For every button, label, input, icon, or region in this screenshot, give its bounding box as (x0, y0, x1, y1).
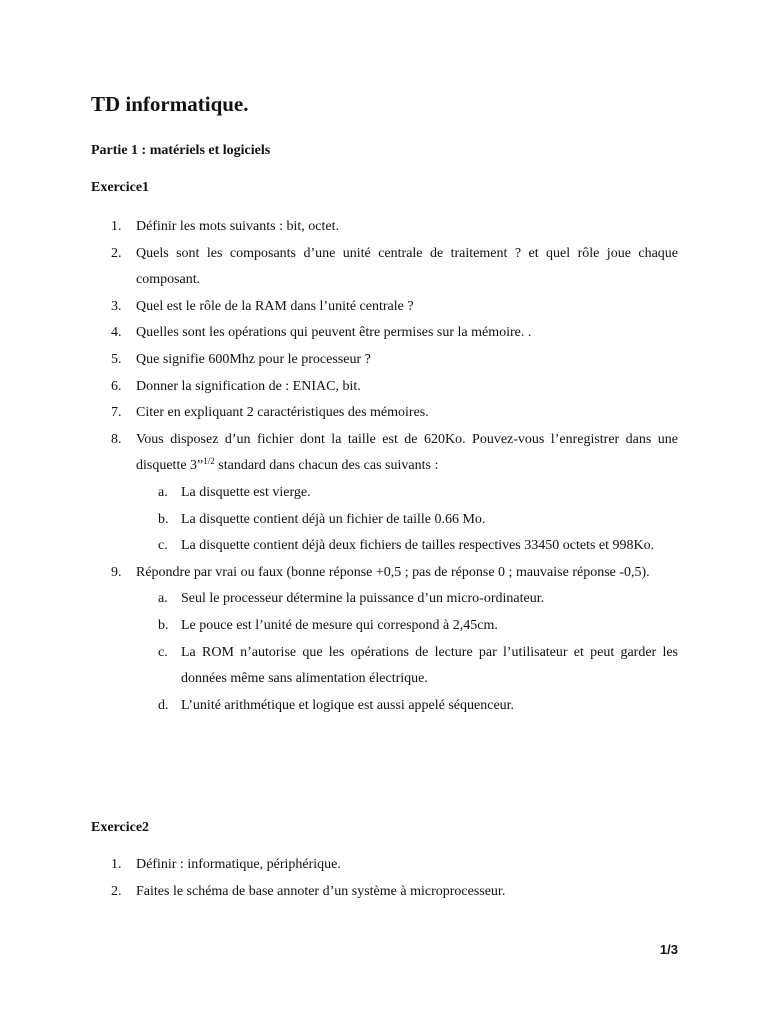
question-number: 4. (111, 325, 122, 341)
question-3 (91, 294, 678, 321)
page-number: 1/3 (659, 942, 678, 957)
subitem-text: Seul le processeur détermine la puissance d’un micro-ordinateur. (181, 591, 545, 607)
question-text: Définir les mots suivants : bit, octet. (136, 219, 339, 234)
subitem-9a (136, 586, 678, 613)
subitem-letter: b. (158, 617, 169, 633)
subitem-letter: c. (158, 538, 168, 554)
exercise2-question-list (91, 852, 678, 905)
subitem-text: La ROM n’autorise que les opérations de lecture par l’utilisateur et peut garder les données même sans alimentation électrique. (181, 644, 678, 687)
question-text: Quel est le rôle de la RAM dans l’unité centrale ? (136, 298, 414, 314)
question-number: 9. (111, 564, 122, 580)
question-number: 2. (111, 245, 122, 261)
subitem-letter: c. (158, 644, 168, 660)
subitem-text: L’unité arithmétique et logique est aussi appelé séquenceur. (181, 697, 515, 713)
question-number: 7. (111, 405, 122, 421)
subitem-9d (136, 693, 678, 720)
document-title: TD informatique. (91, 92, 249, 116)
exercise1-question-list (91, 214, 678, 719)
question-6 (91, 374, 678, 401)
question-number: 8. (111, 431, 122, 447)
question-text: Répondre par vrai ou faux (bonne réponse +0,5 ; pas de réponse 0 ; mauvaise réponse -0,5). (136, 564, 650, 580)
subitem-9c (136, 640, 678, 693)
question-number: 1. (111, 219, 122, 234)
question-1 (91, 852, 678, 879)
question-number: 2. (111, 883, 122, 899)
subitem-text: La disquette contient déjà un fichier de taille 0.66 Mo. (181, 511, 486, 527)
subitem-8c (136, 533, 678, 560)
question-5 (91, 347, 678, 374)
question-text: Définir : informatique, périphérique. (136, 857, 341, 872)
subitem-letter: a. (158, 484, 168, 500)
exercise2-heading: Exercice2 (91, 820, 150, 835)
exercise1-heading: Exercice1 (91, 180, 150, 195)
question-4 (91, 320, 678, 347)
question-number: 3. (111, 298, 122, 314)
subitem-8b (136, 507, 678, 534)
fraction-superscript: 1/2 (203, 456, 215, 467)
question-number: 5. (111, 351, 122, 367)
question-text: Quelles sont les opérations qui peuvent être permises sur la mémoire. . (136, 325, 532, 341)
subitem-text: Le pouce est l’unité de mesure qui correspond à 2,45cm. (181, 617, 498, 633)
question-text: Faites le schéma de base annoter d’un système à microprocesseur. (136, 883, 506, 899)
subitem-text: La disquette est vierge. (181, 484, 311, 500)
question-9 (91, 560, 678, 720)
question-text: Que signifie 600Mhz pour le processeur ? (136, 351, 371, 367)
subitem-letter: b. (158, 511, 169, 527)
subitem-text: La disquette contient déjà deux fichiers de tailles respectives 33450 octets et 998Ko. (181, 538, 655, 554)
question-text: Donner la signification de : ENIAC, bit. (136, 378, 361, 394)
subitem-9b (136, 613, 678, 640)
question-text: Citer en expliquant 2 caractéristiques des mémoires. (136, 405, 429, 421)
question-number: 1. (111, 857, 122, 872)
question-8 (91, 427, 678, 560)
question-9-subitems (136, 586, 678, 719)
question-1 (91, 214, 678, 241)
subitem-8a (136, 480, 678, 507)
question-7 (91, 400, 678, 427)
subitem-letter: d. (158, 697, 169, 713)
question-text-before: Vous disposez d’un fichier dont la taille est de 620Ko. Pouvez-vous l’enregistrer dans une disquette 3” (136, 431, 678, 474)
part-heading: Partie 1 : matériels et logiciels (91, 143, 271, 158)
subitem-letter: a. (158, 591, 168, 607)
question-2 (91, 879, 678, 906)
question-text: Quels sont les composants d’une unité centrale de traitement ? et quel rôle joue chaque composant. (136, 245, 678, 288)
question-2 (91, 241, 678, 294)
question-number: 6. (111, 378, 122, 394)
question-text-after: standard dans chacun des cas suivants : (214, 458, 439, 474)
question-8-subitems (136, 480, 678, 560)
